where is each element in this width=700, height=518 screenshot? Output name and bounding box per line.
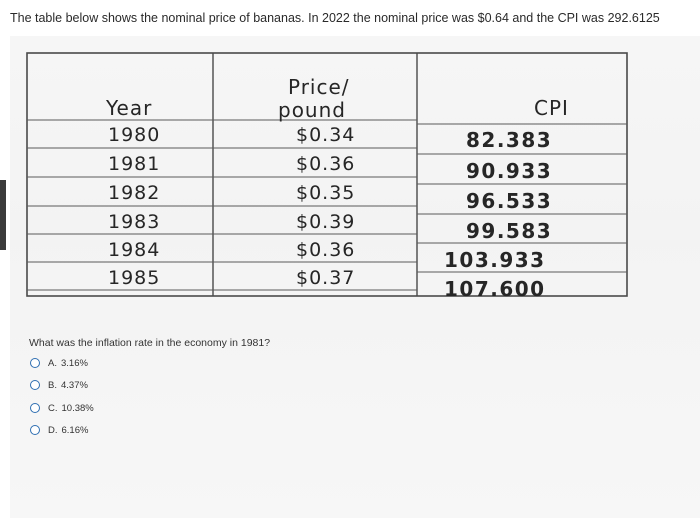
header-price-line2: pound xyxy=(278,98,346,122)
cell-cpi: 82.383 xyxy=(466,128,553,152)
header-cpi: CPI xyxy=(534,96,569,120)
radio-icon[interactable] xyxy=(30,358,40,368)
cell-year: 1983 xyxy=(108,211,161,233)
cell-cpi: 107.600 xyxy=(444,277,546,301)
option-text: 4.37% xyxy=(60,379,88,391)
cell-price: $0.36 xyxy=(296,239,356,261)
price-cpi-table xyxy=(26,52,630,301)
option-a[interactable] xyxy=(30,355,88,371)
option-text: 10.38% xyxy=(61,402,94,414)
cell-year: 1985 xyxy=(108,267,161,289)
cell-year: 1982 xyxy=(108,182,161,204)
cell-cpi: 99.583 xyxy=(466,219,553,243)
cell-year: 1981 xyxy=(108,153,161,175)
radio-icon[interactable] xyxy=(30,403,40,413)
option-text: 3.16% xyxy=(60,357,88,369)
cell-year: 1980 xyxy=(108,124,161,146)
radio-icon[interactable] xyxy=(30,425,40,435)
window-edge-strip xyxy=(0,180,6,250)
cell-price: $0.39 xyxy=(296,211,356,233)
cell-price: $0.36 xyxy=(296,153,356,175)
radio-icon[interactable] xyxy=(30,380,40,390)
cell-price: $0.34 xyxy=(296,124,356,146)
cell-cpi: 103.933 xyxy=(444,248,546,272)
cell-year: 1984 xyxy=(108,239,161,261)
cell-cpi: 96.533 xyxy=(466,189,553,213)
cell-price: $0.35 xyxy=(296,182,356,204)
header-year: Year xyxy=(106,96,153,120)
option-d[interactable] xyxy=(30,422,88,438)
question-intro: The table below shows the nominal price of bananas. In 2022 the nominal price was $0.64 and the CPI was 292.6125 xyxy=(10,11,660,25)
option-letter: C. xyxy=(48,402,58,414)
option-text: 6.16% xyxy=(61,424,89,436)
cell-price: $0.37 xyxy=(296,267,356,289)
option-c[interactable] xyxy=(30,400,94,416)
option-letter: A. xyxy=(48,357,57,369)
cell-cpi: 90.933 xyxy=(466,159,553,183)
header-price-line1: Price/ xyxy=(288,75,350,99)
option-letter: B. xyxy=(48,379,57,391)
option-letter: D. xyxy=(48,424,58,436)
option-b[interactable] xyxy=(30,377,88,393)
question-text: What was the inflation rate in the economy in 1981? xyxy=(29,337,271,349)
